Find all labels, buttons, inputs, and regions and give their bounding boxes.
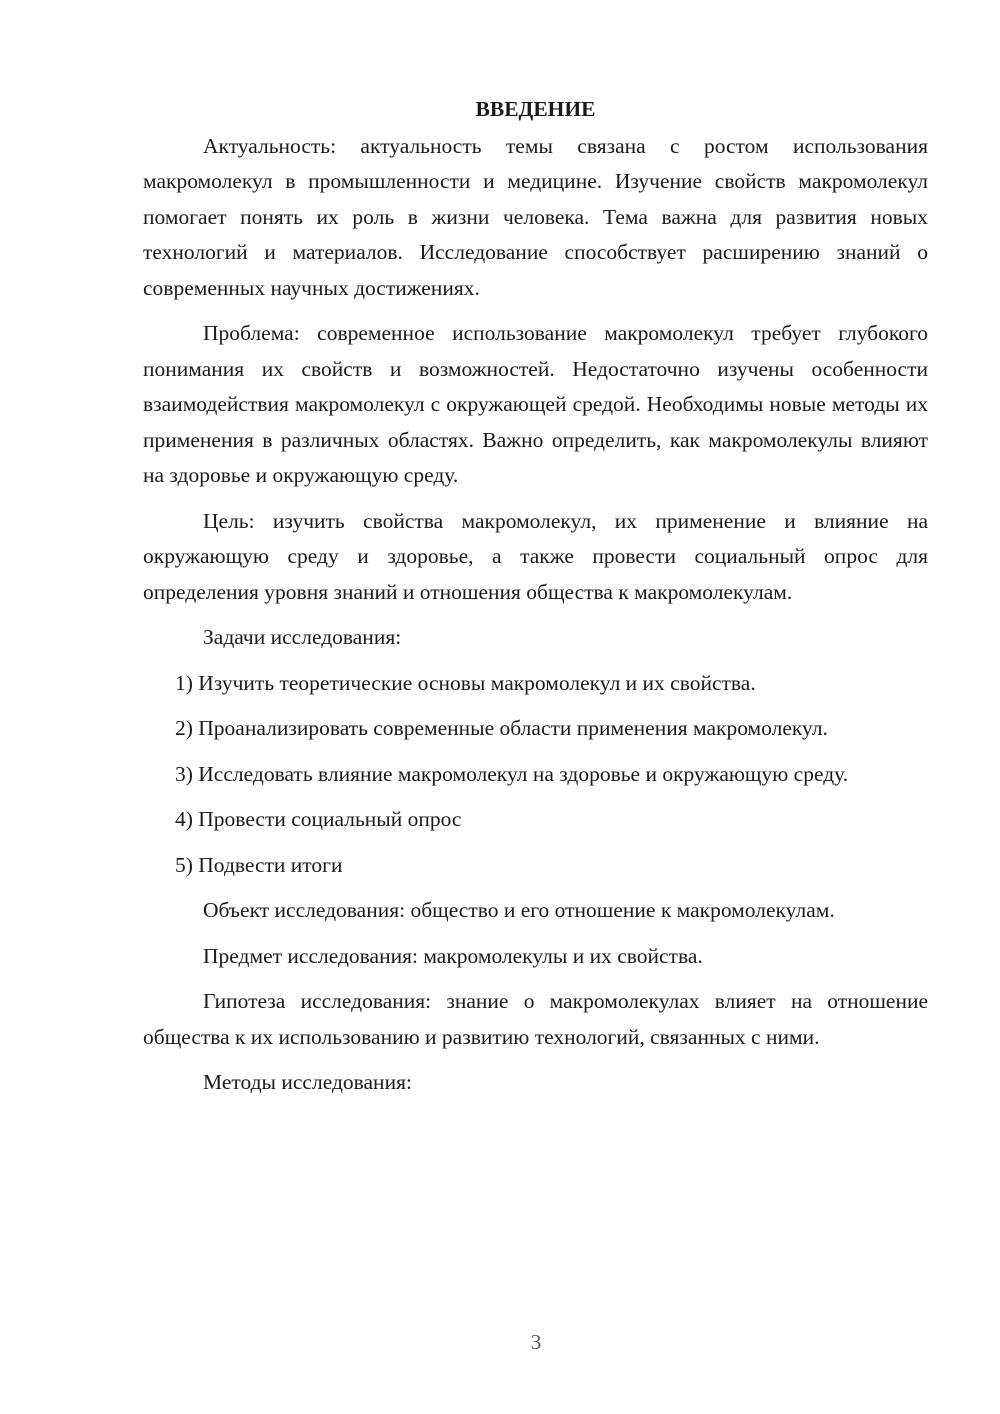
- task-item-5: 5) Подвести итоги: [175, 852, 343, 877]
- task-item-1: 1) Изучить теоретические основы макромолекул и их свойства.: [175, 670, 756, 695]
- page-number: 3: [530, 1330, 542, 1354]
- hypothesis-paragraph: Гипотеза исследования: знание о макромолекулах влияет на отношение общества к их использованию и развитию технологий, связанных с ними.: [143, 989, 928, 1049]
- task-item-4: 4) Провести социальный опрос: [175, 807, 462, 831]
- document-page: [143, 92, 928, 1101]
- relevance-paragraph: Актуальность: актуальность темы связана с ростом использования макромолекул в промышленности и медицине. Изучение свойств макромолекул помогает понять их роль в жизни человека. Тема важна для развития новых технологий и материалов. Исследование способствует расширению знаний о современных научных достижениях.: [143, 133, 928, 300]
- object-paragraph: Объект исследования: общество и его отношение к макромолекулам.: [203, 898, 835, 922]
- task-item-3: 3) Исследовать влияние макромолекул на здоровье и окружающую среду.: [175, 761, 849, 786]
- tasks-heading: Задачи исследования:: [203, 625, 402, 649]
- problem-paragraph: Проблема: современное использование макромолекул требует глубокого понимания их свойств и возможностей. Недостаточно изучены особенности взаимодействия макромолекул с окружающей средой. Необходимы новые методы их применения в различных областях. Важно определить, как макромолекулы влияют на здоровье и окружающую среду.: [143, 321, 928, 487]
- methods-heading: Методы исследования:: [203, 1070, 412, 1094]
- subject-paragraph: Предмет исследования: макромолекулы и их свойства.: [203, 943, 703, 968]
- task-item-2: 2) Проанализировать современные области применения макромолекул.: [175, 716, 828, 740]
- document-title: ВВЕДЕНИЕ: [475, 97, 596, 121]
- goal-paragraph: Цель: изучить свойства макромолекул, их применение и влияние на окружающую среду и здоровье, а также провести социальный опрос для определения уровня знаний и отношения общества к макромолекулам.: [143, 508, 928, 604]
